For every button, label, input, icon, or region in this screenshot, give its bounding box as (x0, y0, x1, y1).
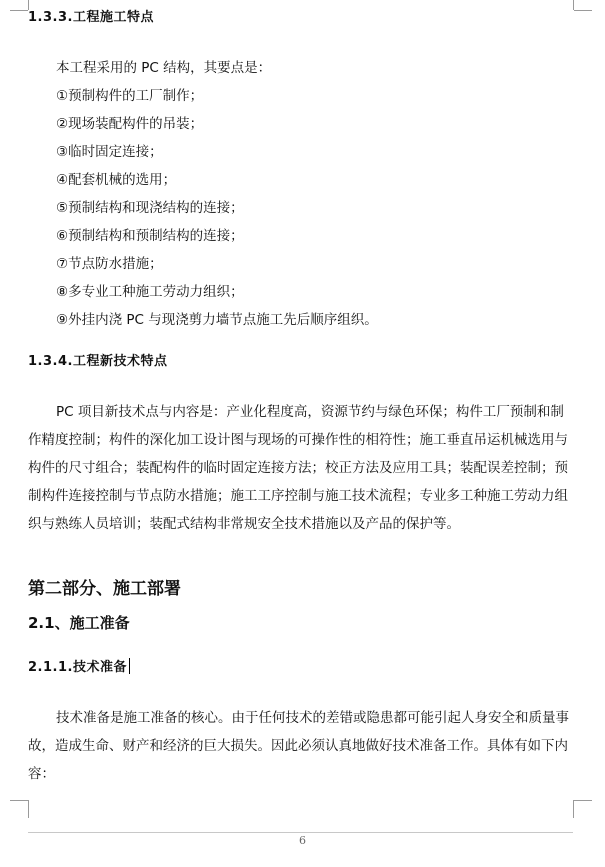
footer-divider (28, 832, 573, 833)
list-item: ③临时固定连接； (56, 144, 163, 160)
heading-1-3-3: 1.3.3.工程施工特点 (28, 10, 154, 25)
crop-mark-top-right (573, 0, 574, 10)
list-item: ⑧多专业工种施工劳动力组织； (56, 284, 244, 300)
list-item: ⑥预制结构和预制结构的连接； (56, 228, 244, 244)
section-133-intro: 本工程采用的 PC 结构，其要点是： (56, 60, 272, 76)
section-134-body: PC 项目新技术点与内容是：产业化程度高，资源节约与绿色环保；构件工厂预制和制作精度控制；构件的深化加工设计图与现场的可操作性的相符性；施工垂直吊运机械选用与构件的尺寸组合；装配构件的临时固定连接方法；校正方法及应用工具；装配误差控制；预制构件连接控制与节点防水措施；施工工序控制与施工技术流程；专业多工种施工劳动力组织与熟练人员培训；装配式结构非常规安全技术措施以及产品的保护等。 (28, 404, 568, 532)
heading-1-3-4: 1.3.4.工程新技术特点 (28, 354, 168, 369)
crop-mark-bottom-left-h (10, 800, 28, 801)
crop-mark-top-left-h (10, 10, 28, 11)
crop-mark-bottom-right-h (574, 800, 592, 801)
crop-mark-bottom-left (28, 800, 29, 818)
crop-mark-top-right-h (574, 10, 592, 11)
list-item: ⑦节点防水措施； (56, 256, 163, 272)
list-item: ⑨外挂内浇 PC 与现浇剪力墙节点施工先后顺序组织。 (56, 312, 378, 328)
list-item: ⑤预制结构和现浇结构的连接； (56, 200, 244, 216)
part-2-heading: 第二部分、施工部署 (28, 579, 181, 599)
crop-mark-bottom-right (573, 800, 574, 818)
text-cursor (129, 658, 131, 674)
section-211-body: 技术准备是施工准备的核心。由于任何技术的差错或隐患都可能引起人身安全和质量事故，造成生命、财产和经济的巨大损失。因此必须认真地做好技术准备工作。具体有如下内容： (28, 710, 569, 782)
list-item: ④配套机械的选用； (56, 172, 177, 188)
heading-2-1-1-text: 2.1.1.技术准备 (28, 660, 127, 675)
page-number: 6 (299, 834, 306, 847)
list-item: ②现场装配构件的吊装； (56, 116, 204, 132)
heading-2-1-1[interactable] (28, 656, 130, 675)
heading-2-1: 2.1、施工准备 (28, 614, 130, 632)
list-item: ①预制构件的工厂制作； (56, 88, 204, 104)
